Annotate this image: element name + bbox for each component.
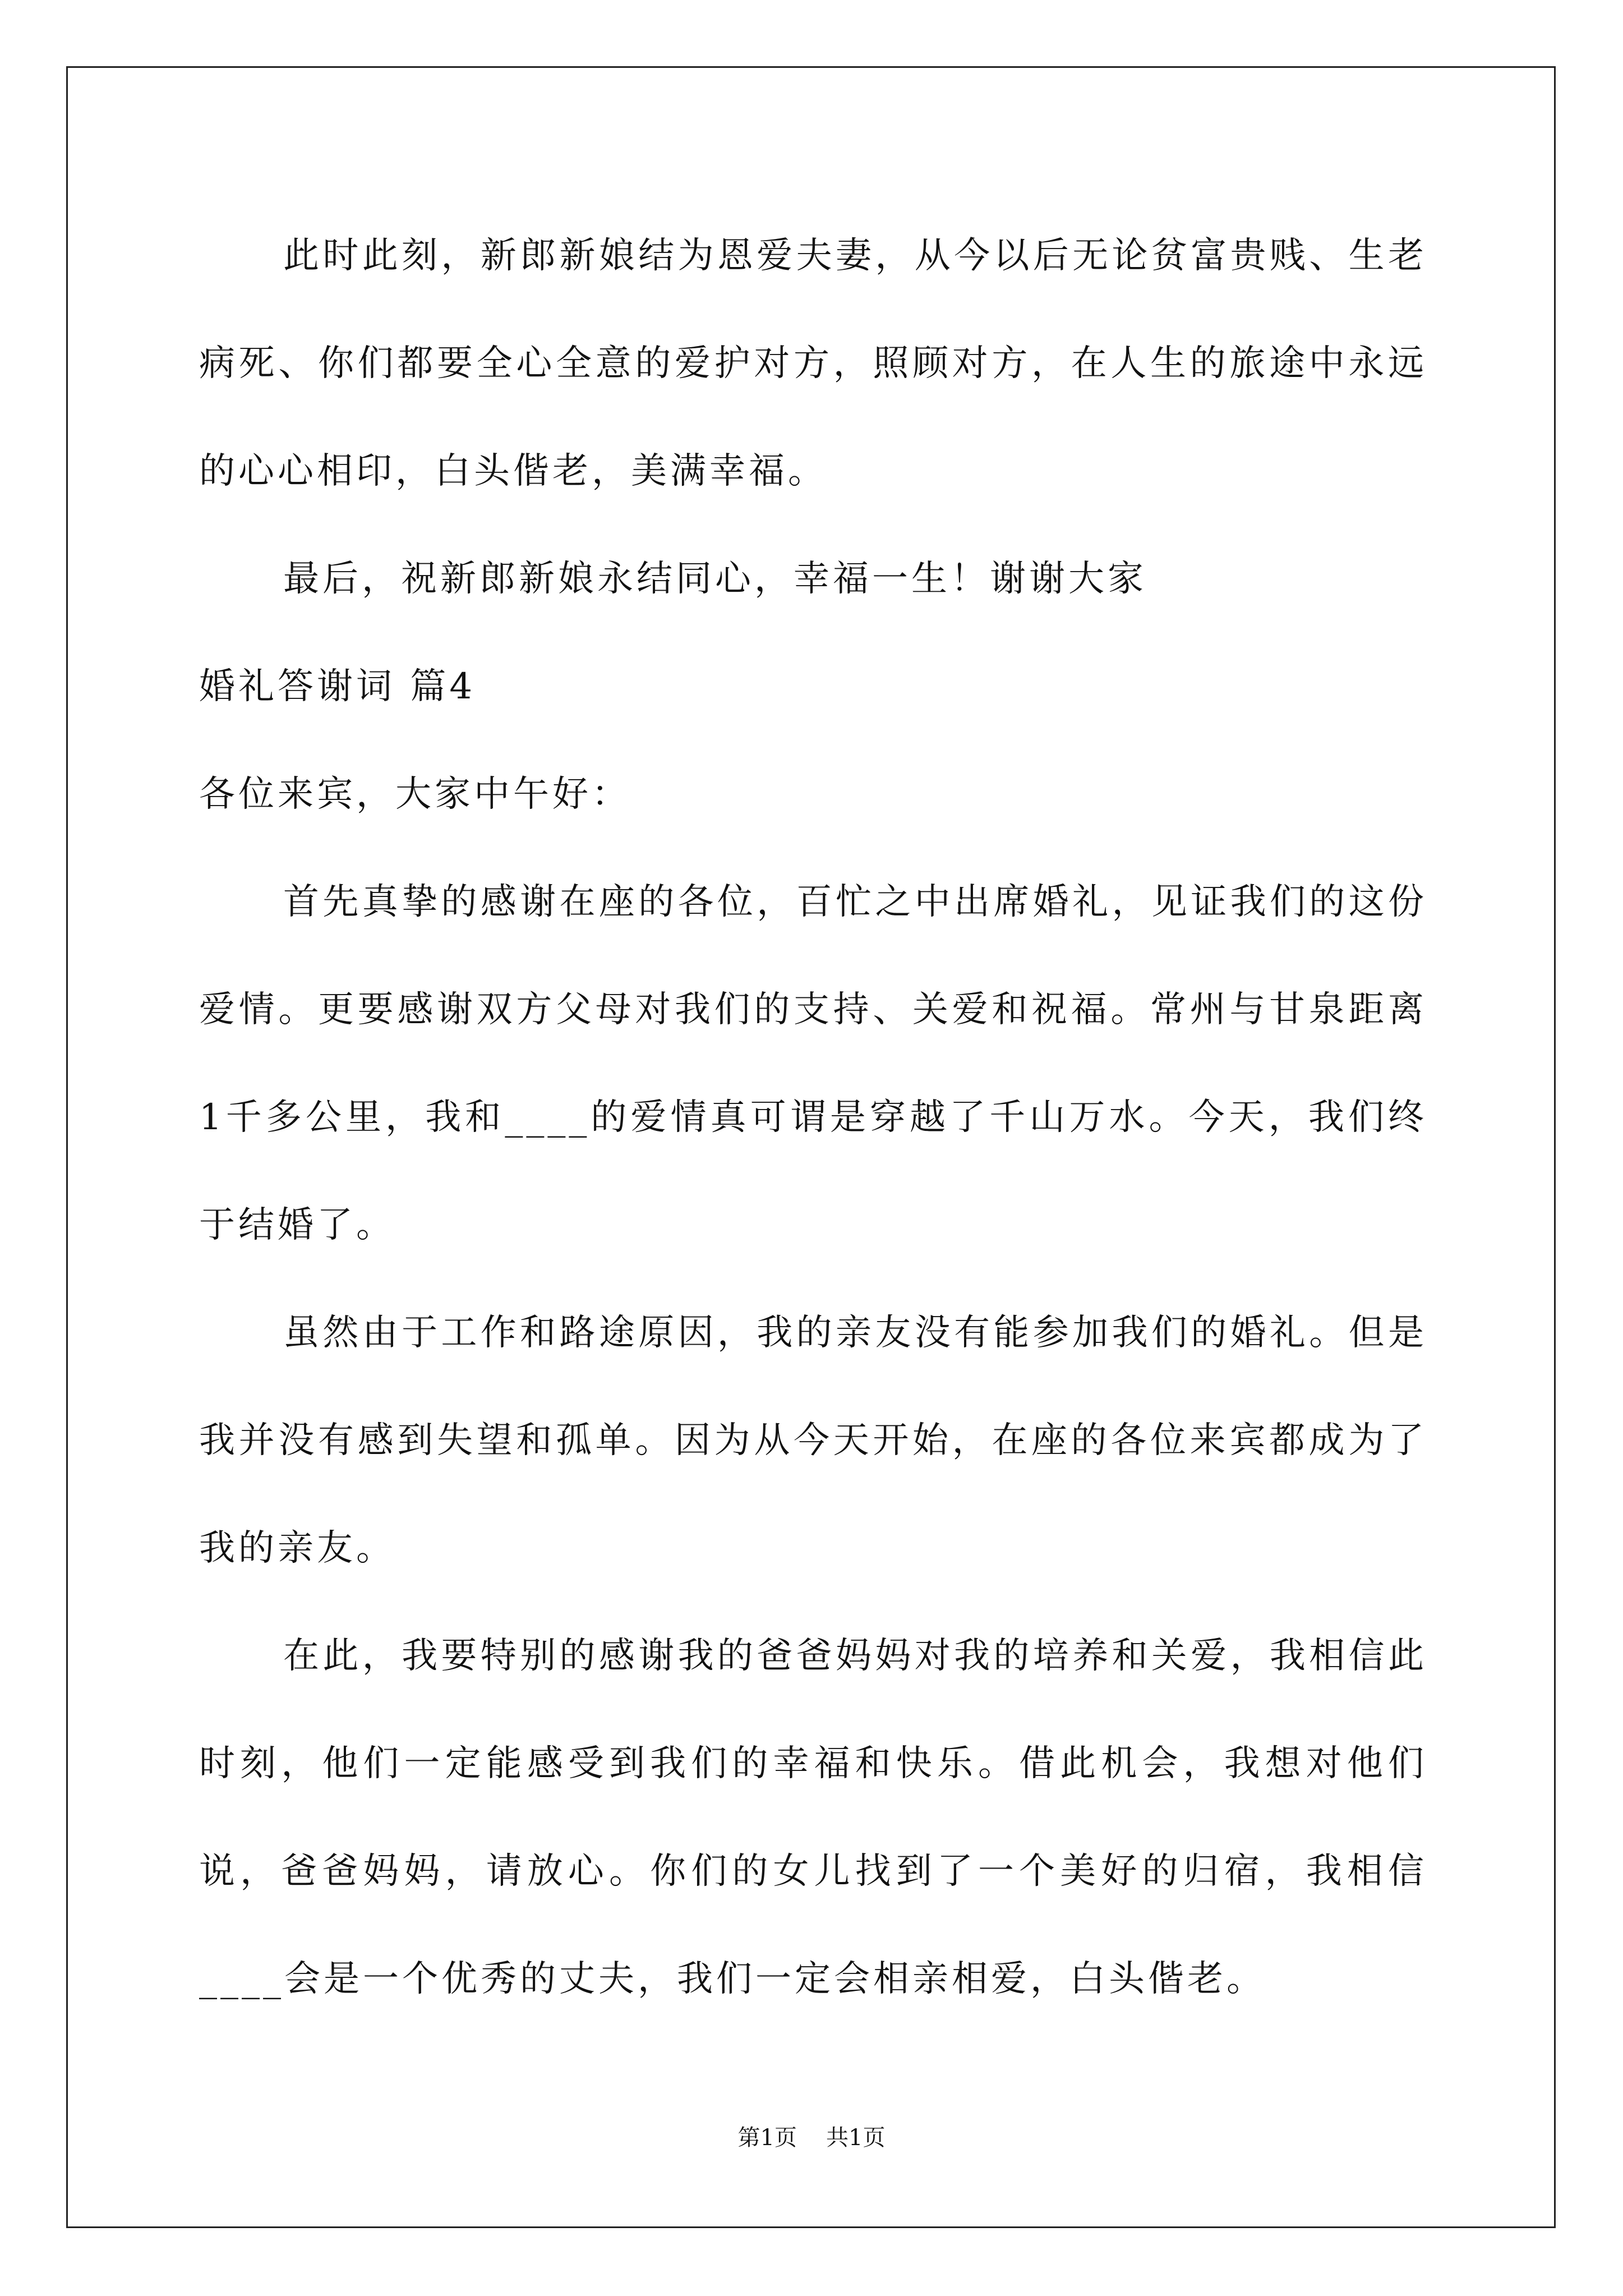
paragraph-2: 最后，祝新郎新娘永结同心，幸福一生！谢谢大家 [283, 558, 1147, 600]
greeting: 各位来宾，大家中午好： [199, 774, 631, 815]
page-number: 第1页 [737, 2125, 797, 2151]
document-body [199, 202, 1427, 2033]
page-footer [0, 2124, 1623, 2152]
section-title: 婚礼答谢词 篇4 [199, 666, 476, 707]
paragraph-1: 此时此刻，新郎新娘结为恩爱夫妻，从今以后无论贫富贵贱、生老病死、你们都要全心全意的爱护对方，照顾对方，在人生的旅途中永远的心心相印，白头偕老，美满幸福。 [199, 235, 1427, 492]
page-total: 共1页 [826, 2125, 886, 2151]
paragraph-4: 虽然由于工作和路途原因，我的亲友没有能参加我们的婚礼。但是我并没有感到失望和孤单。因为从今天开始，在座的各位来宾都成为了我的亲友。 [199, 1312, 1427, 1569]
paragraph-5: 在此，我要特别的感谢我的爸爸妈妈对我的培养和关爱，我相信此时刻，他们一定能感受到我们的幸福和快乐。借此机会，我想对他们说，爸爸妈妈，请放心。你们的女儿找到了一个美好的归宿，我相信____会是一个优秀的丈夫，我们一定会相亲相爱，白头偕老。 [199, 1635, 1427, 2000]
paragraph-3: 首先真挚的感谢在座的各位，百忙之中出席婚礼，见证我们的这份爱情。更要感谢双方父母对我们的支持、关爱和祝福。常州与甘泉距离1千多公里，我和____的爱情真可谓是穿越了千山万水。今天，我们终于结婚了。 [199, 881, 1427, 1246]
